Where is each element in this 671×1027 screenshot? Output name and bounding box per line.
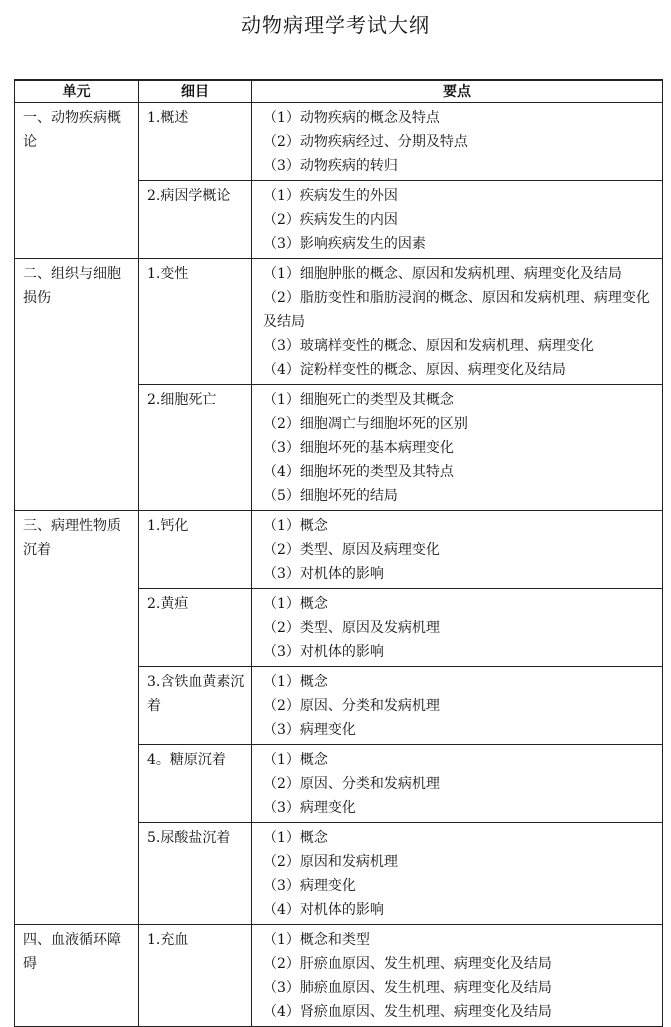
header-unit: 单元 [15, 80, 139, 103]
point-item: （2）肝瘀血原因、发生机理、病理变化及结局 [263, 956, 552, 972]
detail-cell: 5.尿酸盐沉着 [139, 823, 252, 925]
points-cell [252, 823, 663, 925]
page-title: 动物病理学考试大纲 [241, 13, 430, 37]
point-item: （3）对机体的影响 [263, 566, 384, 582]
detail-cell: 2.细胞死亡 [139, 385, 252, 511]
point-item: （3）病理变化 [263, 722, 356, 738]
points-cell [252, 259, 663, 385]
header-detail: 细目 [139, 80, 252, 103]
point-item: （2）细胞凋亡与细胞坏死的区别 [263, 416, 468, 432]
point-item: （3）影响疾病发生的因素 [263, 236, 426, 252]
point-item: （2）脂肪变性和脂肪浸润的概念、原因和发病机理、病理变化及结局 [263, 290, 650, 330]
syllabus-table [14, 79, 663, 1027]
point-item: （3）细胞坏死的基本病理变化 [263, 440, 454, 456]
point-item: （2）类型、原因及发病机理 [263, 620, 440, 636]
point-item: （2）原因和发病机理 [263, 854, 398, 870]
point-item: （1）细胞死亡的类型及其概念 [263, 392, 454, 408]
points-cell [252, 103, 663, 181]
points-cell [252, 511, 663, 589]
points-cell [252, 181, 663, 259]
point-item: （3）对机体的影响 [263, 644, 384, 660]
unit-cell: 二、组织与细胞损伤 [15, 259, 139, 511]
point-item: （5）细胞坏死的结局 [263, 488, 398, 504]
table-row [15, 259, 663, 385]
point-item: （3）肺瘀血原因、发生机理、病理变化及结局 [263, 980, 552, 996]
point-item: （1）疾病发生的外因 [263, 188, 398, 204]
point-item: （3）玻璃样变性的概念、原因和发病机理、病理变化 [263, 338, 594, 354]
point-item: （4）对机体的影响 [263, 902, 384, 918]
point-item: （1）概念 [263, 596, 328, 612]
table-header [15, 80, 663, 103]
point-item: （1）概念 [263, 752, 328, 768]
points-cell [252, 925, 663, 1027]
unit-cell: 一、动物疾病概论 [15, 103, 139, 259]
points-cell [252, 589, 663, 667]
table-row [15, 511, 663, 589]
point-item: （3）病理变化 [263, 800, 356, 816]
point-item: （2）动物疾病经过、分期及特点 [263, 134, 468, 150]
point-item: （1）概念 [263, 674, 328, 690]
header-row [15, 80, 663, 103]
point-item: （4）淀粉样变性的概念、原因、病理变化及结局 [263, 362, 566, 378]
detail-cell: 3.含铁血黄素沉着 [139, 667, 252, 745]
point-item: （1）细胞肿胀的概念、原因和发病机理、病理变化及结局 [263, 266, 622, 282]
point-item: （4）细胞坏死的类型及其特点 [263, 464, 454, 480]
point-item: （4）肾瘀血原因、发生机理、病理变化及结局 [263, 1004, 552, 1020]
point-item: （2）疾病发生的内因 [263, 212, 398, 228]
detail-cell: 1.充血 [139, 925, 252, 1027]
point-item: （2）类型、原因及病理变化 [263, 542, 440, 558]
detail-cell: 1.变性 [139, 259, 252, 385]
point-item: （1）概念 [263, 518, 328, 534]
points-cell [252, 667, 663, 745]
point-item: （1）概念和类型 [263, 932, 370, 948]
unit-cell: 三、病理性物质沉着 [15, 511, 139, 925]
detail-cell: 2.病因学概论 [139, 181, 252, 259]
detail-cell: 1.概述 [139, 103, 252, 181]
point-item: （2）原因、分类和发病机理 [263, 698, 440, 714]
table-row [15, 925, 663, 1027]
table-row [15, 103, 663, 181]
header-points: 要点 [252, 80, 663, 103]
point-item: （1）概念 [263, 830, 328, 846]
point-item: （3）病理变化 [263, 878, 356, 894]
point-item: （1）动物疾病的概念及特点 [263, 110, 440, 126]
detail-cell: 2.黄疸 [139, 589, 252, 667]
detail-cell: 4。糖原沉着 [139, 745, 252, 823]
unit-cell: 四、血液循环障碍 [15, 925, 139, 1027]
table-body [15, 103, 663, 1027]
points-cell [252, 385, 663, 511]
points-cell [252, 745, 663, 823]
point-item: （3）动物疾病的转归 [263, 158, 398, 174]
detail-cell: 1.钙化 [139, 511, 252, 589]
point-item: （2）原因、分类和发病机理 [263, 776, 440, 792]
